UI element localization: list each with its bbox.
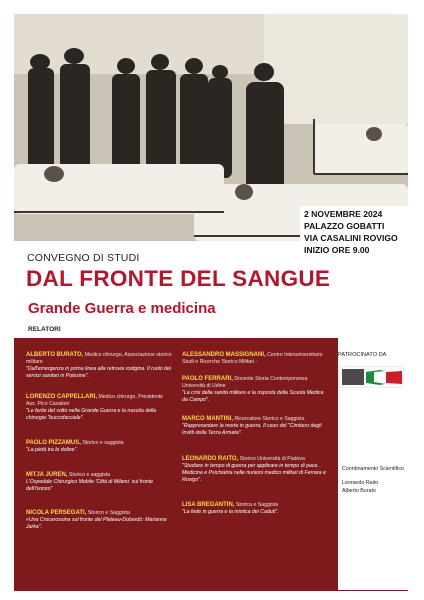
speaker-role: Ricercatore Storico e Saggista — [233, 416, 305, 422]
speaker-role: Storico Università di Padova — [238, 456, 305, 462]
speaker-name: MARCO MANTINI, — [182, 416, 233, 422]
talk-title: «Una Crocerossina sul fronte del Plateau-Doberdò: Marianne Jarka". — [26, 517, 167, 531]
speaker-entry — [182, 352, 330, 366]
speaker-name: ALESSANDRO MASSIGNANI, — [182, 352, 266, 358]
speaker-name: NICOLA PERSEGATI, — [26, 510, 87, 516]
talk-title: "Rappresentare la morte in guerra. Il caso del "Cimitero degli Invitti della Terza Armata". — [182, 423, 322, 437]
talk-title: "La fede in guerra e la mistica dei Caduti". — [182, 509, 279, 516]
talk-title: "La pietà tra le doline". — [26, 447, 78, 454]
patronage-label: PATROCINATO DA — [338, 352, 387, 358]
speaker-entry — [26, 472, 174, 493]
speaker-name: PAOLO PIZZAMUS, — [26, 440, 81, 446]
speaker-name: LISA BREGANTIN, — [182, 502, 235, 508]
speakers-panel — [14, 338, 338, 590]
speaker-role: Centro Interuniversitario Studi e Ricerche Storico Militari - — [182, 352, 323, 366]
event-info-box — [300, 206, 416, 258]
page-subtitle: Grande Guerra e medicina — [28, 300, 216, 317]
coordination-label: Coordinamento Scientifico — [342, 466, 404, 472]
speaker-entry — [26, 510, 174, 531]
coordination-block — [342, 466, 404, 495]
event-venue: PALAZZO GOBATTI — [304, 221, 385, 231]
speaker-role: Medico chirurgo, Presidente Ass. Pico Cavalieri — [26, 394, 164, 408]
speaker-entry — [26, 440, 174, 454]
talk-title: "La crisi della sanità militare e la risposta della Scuola Medica da Campo". — [182, 390, 324, 404]
speaker-role: Storico e saggista — [67, 472, 111, 478]
divider — [14, 590, 408, 591]
event-date: 2 NOVEMBRE 2024 — [304, 209, 383, 219]
talk-title: "Dall'emergenza in prima linea alla retrovia rodigina. Il ruolo dei servizi sanitari in Polesine". — [26, 366, 171, 380]
talk-title: "Le ferite del volto nella Grande Guerra e la nascita della chirurgia "buccofacciale". — [26, 408, 157, 422]
speakers-heading: RELATORI — [28, 326, 61, 333]
coordinator-name: Leonardo Raito — [342, 480, 379, 487]
talk-title: L'Ospedale Chirurgico Mobile 'Città di Milano' sul fronte dell'Isonzo" — [26, 479, 153, 493]
speaker-entry — [182, 456, 330, 484]
talk-title: "Studiare in tempo di guerra per applicare in tempo di pace. Medicina e Psichiatria nelle riunioni medico militari di Ferrara e Rovigo". — [182, 463, 326, 484]
sidebar — [338, 338, 408, 590]
speaker-entry — [26, 394, 174, 422]
event-address: VIA CASALINI ROVIGO — [304, 233, 398, 243]
speaker-role: Storica e Saggista — [234, 502, 278, 508]
coordinator-name: Alberto Burato — [342, 487, 376, 494]
speaker-name: LORENZO CAPPELLARI, — [26, 394, 98, 400]
speaker-role: Storico e Saggista — [86, 510, 130, 516]
speaker-name: ALBERTO BURATO, — [26, 352, 84, 358]
speaker-entry — [26, 352, 174, 380]
speaker-role: Docente Storia Contemporanea Università di Udine — [182, 376, 308, 390]
conference-kicker: CONVEGNO DI STUDI — [27, 252, 140, 264]
event-time: INIZIO ORE 9.00 — [304, 245, 370, 255]
speaker-entry — [182, 376, 330, 404]
speaker-entry — [182, 416, 330, 437]
speaker-role: Medico chirurgo, Associazione storico militare — [26, 352, 172, 366]
speaker-name: PAOLO FERRARI, — [182, 376, 233, 382]
speaker-name: MITJA JUREN, — [26, 472, 68, 478]
sponsor-logo — [338, 366, 404, 388]
speaker-role: Storico e saggista — [80, 440, 124, 446]
page-title: DAL FRONTE DEL SANGUE — [26, 266, 331, 291]
speaker-name: LEONARDO RAITO, — [182, 456, 239, 462]
speaker-entry — [182, 502, 330, 516]
